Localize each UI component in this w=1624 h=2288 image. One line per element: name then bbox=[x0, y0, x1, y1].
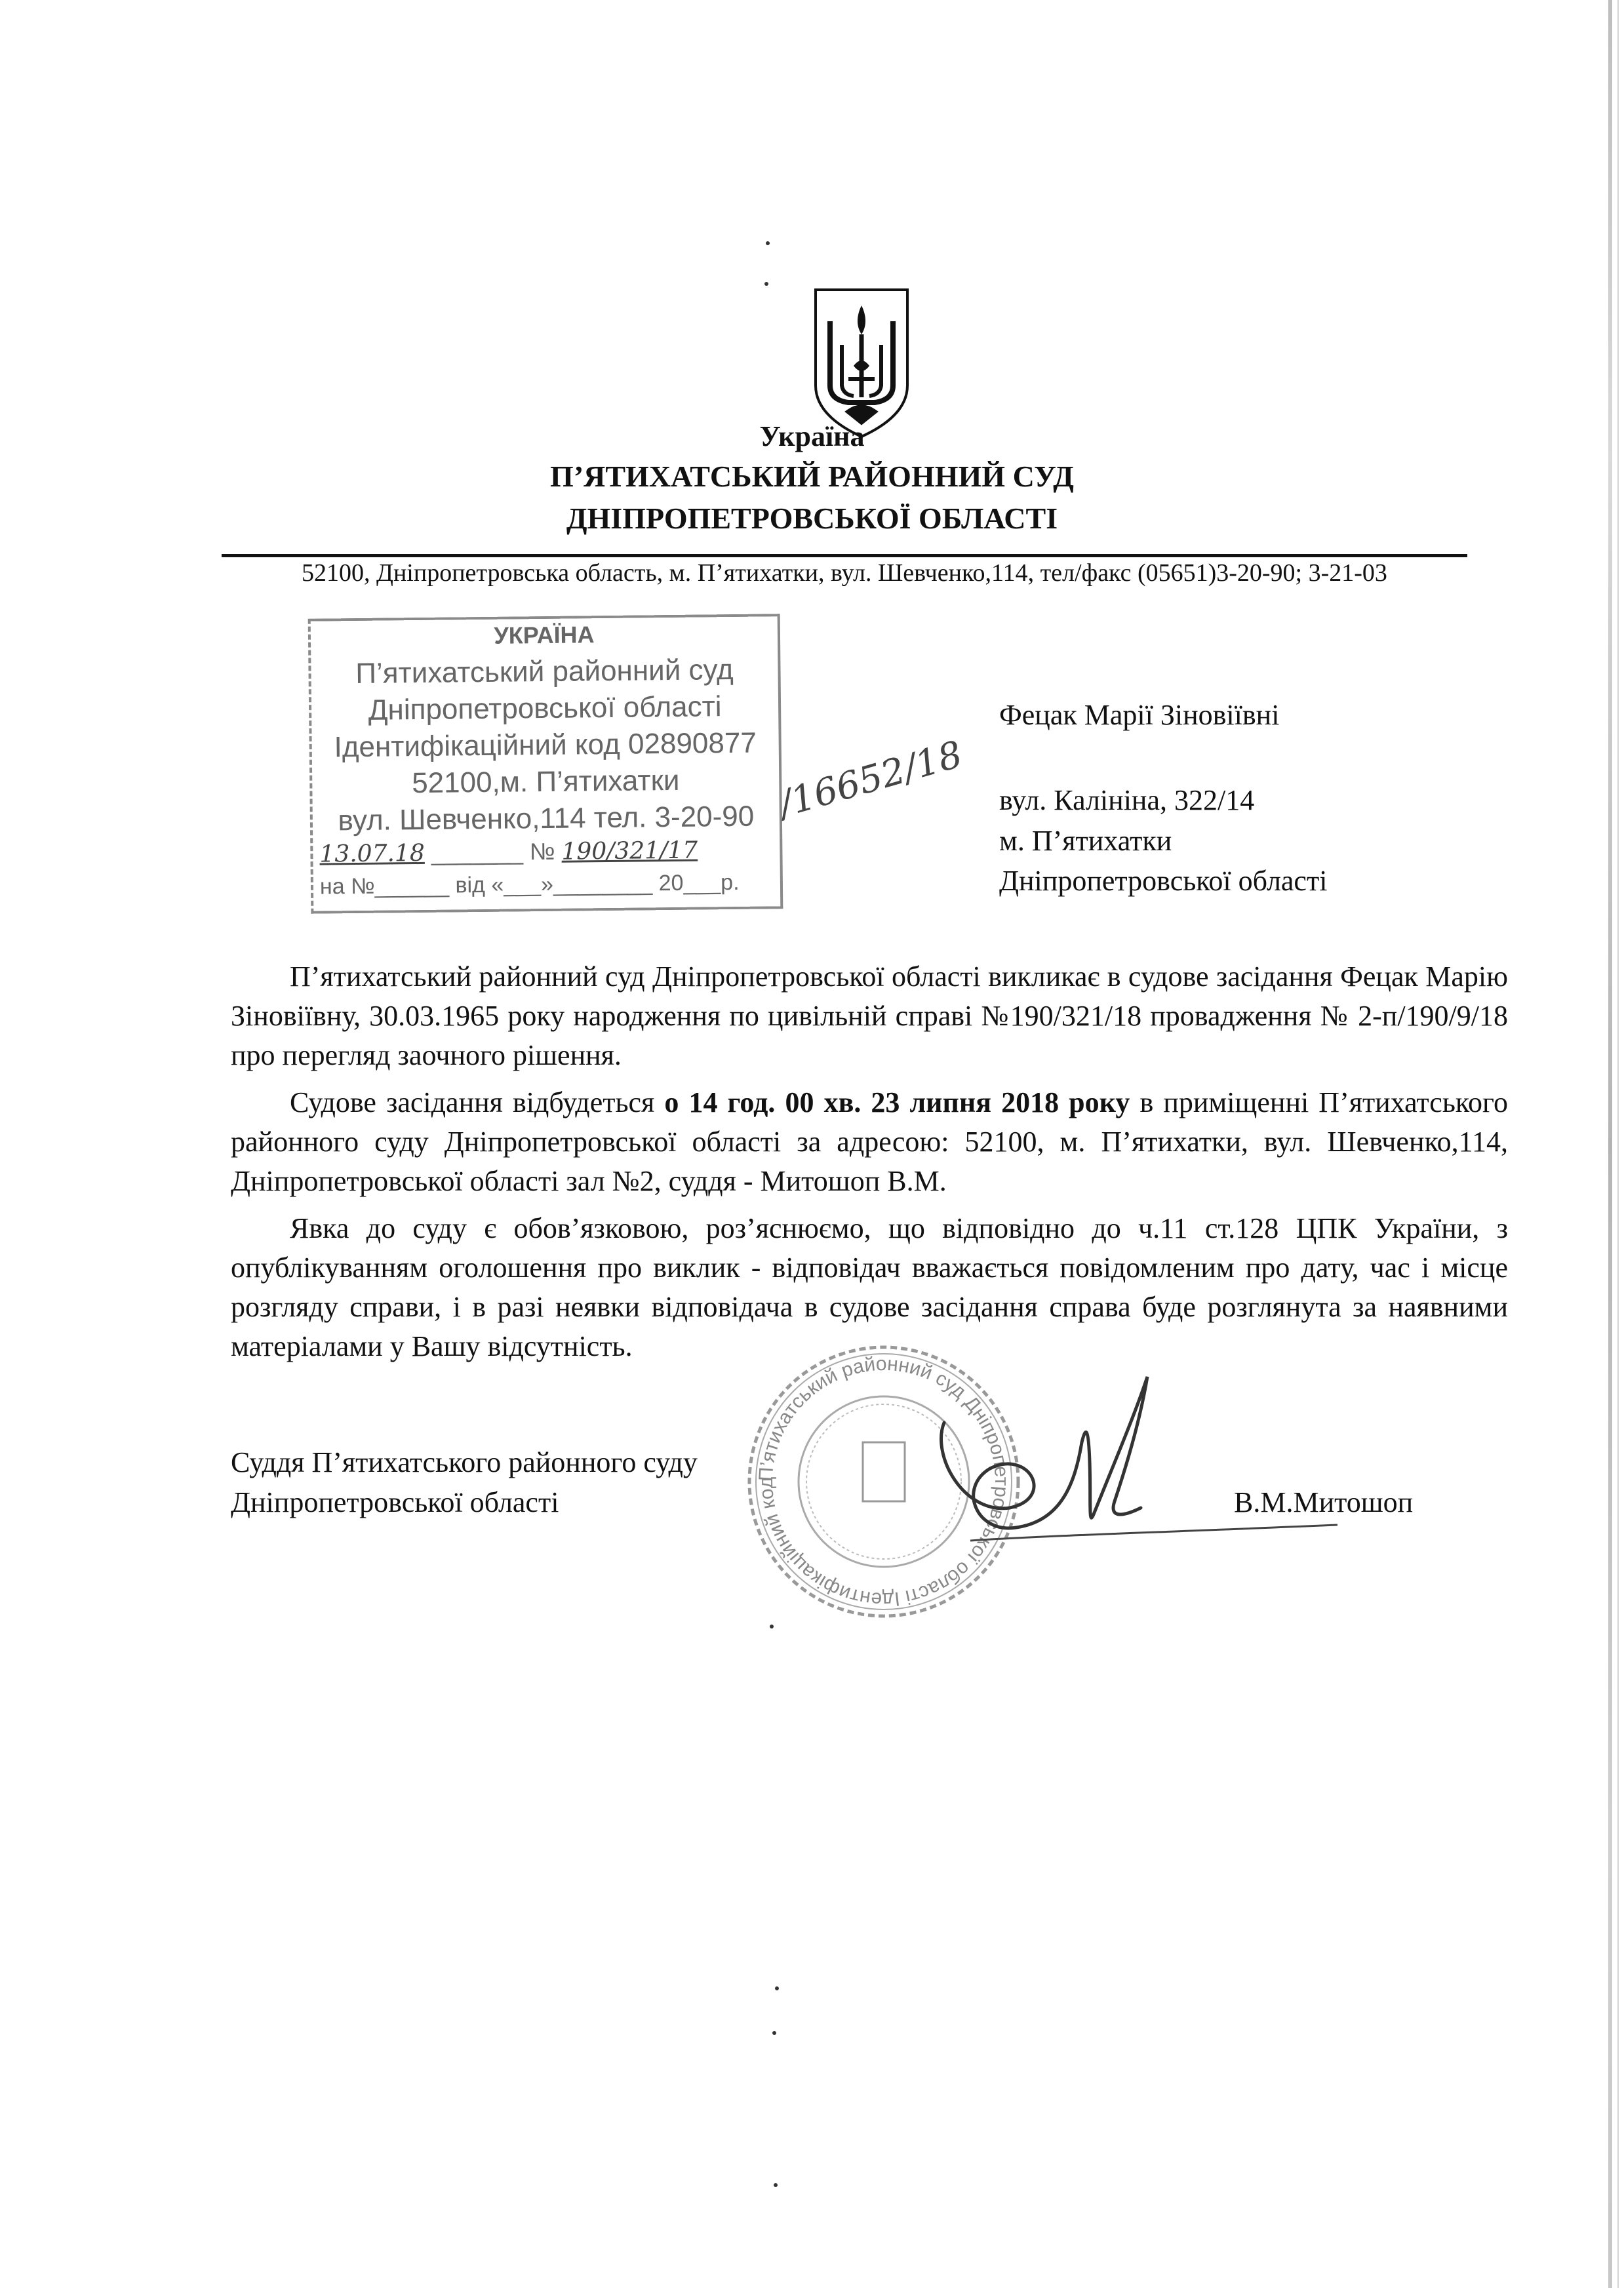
addressee-name: Фецак Марії Зіновіївні bbox=[999, 699, 1280, 731]
scan-dot bbox=[774, 2183, 778, 2187]
stamp-court: П’ятихатський районний суд bbox=[355, 653, 734, 690]
stamp-reference-row: на №______ від «___»________ 20___р. bbox=[319, 869, 740, 899]
judge-signature-icon bbox=[918, 1364, 1364, 1573]
paragraph-attendance: Явка до суду є обов’язковою, роз’яснюємо, що відповідно до ч.11 ст.128 ЦПК України, з опублікуванням оголошення про виклик - відповідач вважається повідомленим про дату, час і місце розгляду справи, і в разі неявки відповідача в судове засідання справа буде розглянута за наявними матеріалами у Вашу відсутність. bbox=[231, 1212, 1508, 1362]
scan-dot bbox=[772, 2031, 776, 2035]
header-address: 52100, Дніпропетровська область, м. П’ятихатки, вул. Шевченко,114, тел/факс (05651)3-20-90; 3-21-03 bbox=[302, 559, 1387, 587]
signer-name: В.М.Митошоп bbox=[1234, 1486, 1414, 1518]
stamp-from-mid: » bbox=[540, 871, 554, 897]
addressee-region: Дніпропетровської області bbox=[999, 865, 1328, 897]
seal-text: П’ятихатський районний суд Дніпропетровської області Ідентифікаційний код bbox=[755, 1352, 1013, 1611]
stamp-number-label: № bbox=[529, 837, 555, 865]
header-region: ДНІПРОПЕТРОВСЬКОЇ ОБЛАСТІ bbox=[566, 502, 1058, 535]
scan-dot bbox=[770, 1625, 774, 1628]
stamp-year-label: 20 bbox=[658, 870, 684, 896]
hearing-datetime: о 14 год. 00 хв. 23 липня 2018 року bbox=[664, 1086, 1130, 1118]
stamp-from-label: від « bbox=[455, 872, 504, 898]
stamp-country: УКРАЇНА bbox=[494, 621, 595, 649]
addressee-street: вул. Калініна, 322/14 bbox=[999, 784, 1255, 816]
stamp-city: 52100,м. П’ятихатки bbox=[411, 764, 680, 800]
stamp-region: Дніпропетровської області bbox=[368, 690, 722, 726]
addressee-city: м. П’ятихатки bbox=[999, 825, 1172, 857]
summons-body bbox=[231, 957, 1508, 1374]
signer-title-line1: Суддя П’ятихатського районного суду bbox=[231, 1446, 698, 1478]
paragraph-hearing bbox=[231, 1083, 1508, 1201]
registration-stamp bbox=[308, 614, 783, 914]
signer-title-line2: Дніпропетровської області bbox=[231, 1486, 559, 1518]
header-divider bbox=[222, 554, 1467, 557]
scan-dot bbox=[766, 241, 770, 245]
stamp-code: Ідентифікаційний код 02890877 bbox=[334, 726, 757, 764]
header-court-name: П’ЯТИХАТСЬКИЙ РАЙОННИЙ СУД bbox=[550, 460, 1074, 493]
scan-dot bbox=[775, 1986, 779, 1990]
header-country: Україна bbox=[759, 420, 865, 452]
hearing-location: в приміщенні П’ятихатського районного суду Дніпропетровської області за адресою: 52100, м. П’ятихатки, вул. Шевченко,114, Дніпропетровської області зал №2, суддя - Митошоп В.М. bbox=[231, 1086, 1508, 1197]
registration-number-handwritten: /16652/18 bbox=[774, 733, 967, 826]
stamp-year-suffix: р. bbox=[720, 869, 740, 896]
stamp-on-label: на № bbox=[319, 873, 375, 899]
scan-edge-artifact bbox=[1608, 0, 1612, 2288]
stamp-date-number-row: 13.07.18 _______ № 190/321/17 bbox=[319, 837, 698, 868]
scan-dot bbox=[764, 282, 768, 286]
scan-edge-artifact-thin bbox=[1617, 0, 1619, 2288]
stamp-street: вул. Шевченко,114 тел. 3-20-90 bbox=[338, 800, 755, 837]
stamp-date-handwritten: 13.07.18 bbox=[319, 839, 425, 868]
hearing-intro: Судове засідання відбудеться bbox=[290, 1086, 665, 1118]
coat-of-arms-icon bbox=[810, 287, 913, 439]
stamp-number-handwritten: 190/321/17 bbox=[561, 837, 698, 865]
paragraph-summons: П’ятихатський районний суд Дніпропетровської області викликає в судове засідання Фецак Марію Зіновіївну, 30.03.1965 року народження по цивільній справі №190/321/18 провадження № 2-п/190/9/18 про перегляд заочного рішення. bbox=[231, 960, 1508, 1071]
